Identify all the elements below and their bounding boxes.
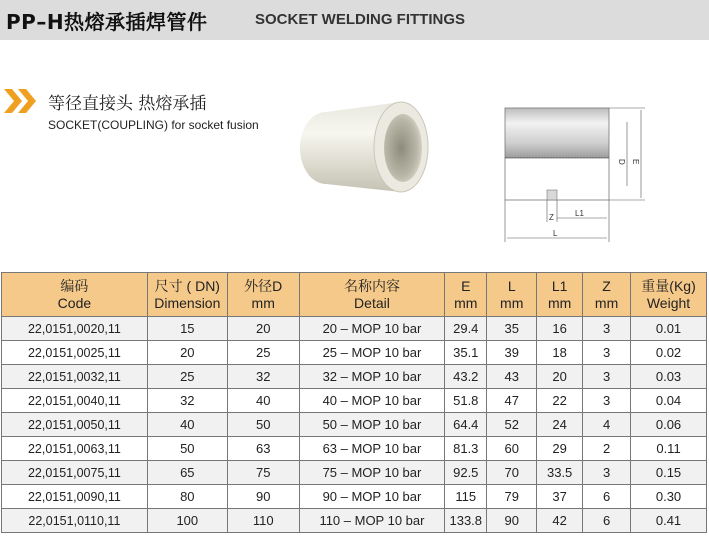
spec-table xyxy=(1,272,707,533)
cell-code: 22,0151,0063,11 xyxy=(2,437,148,461)
cell-dimension: 100 xyxy=(147,509,227,533)
cell-e: 133.8 xyxy=(445,509,487,533)
cell-l1: 22 xyxy=(537,389,583,413)
cell-weight: 0.30 xyxy=(631,485,707,509)
cell-z: 2 xyxy=(583,437,631,461)
cell-z: 4 xyxy=(583,413,631,437)
cell-z: 6 xyxy=(583,509,631,533)
cell-code: 22,0151,0050,11 xyxy=(2,413,148,437)
cell-code: 22,0151,0075,11 xyxy=(2,461,148,485)
cell-detail: 90 – MOP 10 bar xyxy=(299,485,445,509)
technical-drawing xyxy=(495,92,655,252)
table-row xyxy=(2,485,707,509)
cell-l1: 37 xyxy=(537,485,583,509)
table-row xyxy=(2,341,707,365)
cell-l1: 16 xyxy=(537,317,583,341)
cell-outer-diameter: 50 xyxy=(227,413,299,437)
col-header-detail: 名称内容 Detail xyxy=(299,273,445,317)
cell-dimension: 25 xyxy=(147,365,227,389)
cell-weight: 0.02 xyxy=(631,341,707,365)
cell-outer-diameter: 25 xyxy=(227,341,299,365)
dim-l1-label: L1 xyxy=(575,209,584,218)
cell-e: 43.2 xyxy=(445,365,487,389)
cell-dimension: 15 xyxy=(147,317,227,341)
table-header-row xyxy=(2,273,707,317)
cell-e: 29.4 xyxy=(445,317,487,341)
cell-code: 22,0151,0032,11 xyxy=(2,365,148,389)
table-row xyxy=(2,437,707,461)
cell-outer-diameter: 110 xyxy=(227,509,299,533)
cell-e: 64.4 xyxy=(445,413,487,437)
dim-e-label: E xyxy=(631,159,640,165)
cell-z: 3 xyxy=(583,389,631,413)
table-row xyxy=(2,509,707,533)
col-header-e: E mm xyxy=(445,273,487,317)
cell-l: 39 xyxy=(487,341,537,365)
cell-dimension: 40 xyxy=(147,413,227,437)
cell-detail: 20 – MOP 10 bar xyxy=(299,317,445,341)
table-row xyxy=(2,461,707,485)
cell-l1: 29 xyxy=(537,437,583,461)
cell-dimension: 32 xyxy=(147,389,227,413)
cell-l: 52 xyxy=(487,413,537,437)
dim-d-label: D xyxy=(617,159,626,165)
cell-dimension: 80 xyxy=(147,485,227,509)
table-row xyxy=(2,389,707,413)
product-name-en: SOCKET(COUPLING) for socket fusion xyxy=(48,118,259,132)
cell-e: 81.3 xyxy=(445,437,487,461)
product-photo xyxy=(296,92,446,202)
cell-dimension: 20 xyxy=(147,341,227,365)
cell-l: 47 xyxy=(487,389,537,413)
cell-outer-diameter: 75 xyxy=(227,461,299,485)
cell-l1: 42 xyxy=(537,509,583,533)
dim-l-label: L xyxy=(553,229,558,238)
cell-weight: 0.06 xyxy=(631,413,707,437)
cell-outer-diameter: 40 xyxy=(227,389,299,413)
cell-code: 22,0151,0020,11 xyxy=(2,317,148,341)
cell-z: 3 xyxy=(583,365,631,389)
cell-weight: 0.41 xyxy=(631,509,707,533)
cell-weight: 0.03 xyxy=(631,365,707,389)
cell-l: 70 xyxy=(487,461,537,485)
col-header-outer-diameter: 外径D mm xyxy=(227,273,299,317)
cell-outer-diameter: 32 xyxy=(227,365,299,389)
col-header-dimension: 尺寸 ( DN) Dimension xyxy=(147,273,227,317)
cell-code: 22,0151,0040,11 xyxy=(2,389,148,413)
cell-outer-diameter: 20 xyxy=(227,317,299,341)
cell-l1: 24 xyxy=(537,413,583,437)
cell-dimension: 65 xyxy=(147,461,227,485)
cell-l: 35 xyxy=(487,317,537,341)
cell-code: 22,0151,0025,11 xyxy=(2,341,148,365)
cell-e: 92.5 xyxy=(445,461,487,485)
cell-weight: 0.04 xyxy=(631,389,707,413)
cell-detail: 63 – MOP 10 bar xyxy=(299,437,445,461)
cell-z: 6 xyxy=(583,485,631,509)
table-row xyxy=(2,413,707,437)
cell-l1: 33.5 xyxy=(537,461,583,485)
cell-l: 60 xyxy=(487,437,537,461)
cell-weight: 0.01 xyxy=(631,317,707,341)
cell-l: 90 xyxy=(487,509,537,533)
cell-dimension: 50 xyxy=(147,437,227,461)
cell-e: 35.1 xyxy=(445,341,487,365)
col-header-code: 编码 Code xyxy=(2,273,148,317)
col-header-weight: 重量(Kg) Weight xyxy=(631,273,707,317)
cell-z: 3 xyxy=(583,317,631,341)
cell-l1: 18 xyxy=(537,341,583,365)
cell-l: 79 xyxy=(487,485,537,509)
dim-z-label: Z xyxy=(549,213,554,222)
cell-outer-diameter: 90 xyxy=(227,485,299,509)
cell-l1: 20 xyxy=(537,365,583,389)
product-name-cn: 等径直接头 热熔承插 xyxy=(48,94,207,114)
cell-z: 3 xyxy=(583,461,631,485)
table-row xyxy=(2,317,707,341)
cell-detail: 50 – MOP 10 bar xyxy=(299,413,445,437)
cell-detail: 25 – MOP 10 bar xyxy=(299,341,445,365)
cell-detail: 75 – MOP 10 bar xyxy=(299,461,445,485)
cell-detail: 32 – MOP 10 bar xyxy=(299,365,445,389)
col-header-z: Z mm xyxy=(583,273,631,317)
col-header-l: L mm xyxy=(487,273,537,317)
page-title-english: SOCKET WELDING FITTINGS xyxy=(255,11,465,28)
cell-code: 22,0151,0090,11 xyxy=(2,485,148,509)
cell-weight: 0.11 xyxy=(631,437,707,461)
double-chevron-icon xyxy=(2,86,42,116)
cell-l: 43 xyxy=(487,365,537,389)
cell-e: 115 xyxy=(445,485,487,509)
col-header-l1: L1 mm xyxy=(537,273,583,317)
cell-detail: 40 – MOP 10 bar xyxy=(299,389,445,413)
page-title: PP–H热熔承插焊管件 xyxy=(6,10,208,34)
table-row xyxy=(2,365,707,389)
cell-outer-diameter: 63 xyxy=(227,437,299,461)
cell-e: 51.8 xyxy=(445,389,487,413)
cell-weight: 0.15 xyxy=(631,461,707,485)
cell-z: 3 xyxy=(583,341,631,365)
cell-detail: 110 – MOP 10 bar xyxy=(299,509,445,533)
cell-code: 22,0151,0110,11 xyxy=(2,509,148,533)
